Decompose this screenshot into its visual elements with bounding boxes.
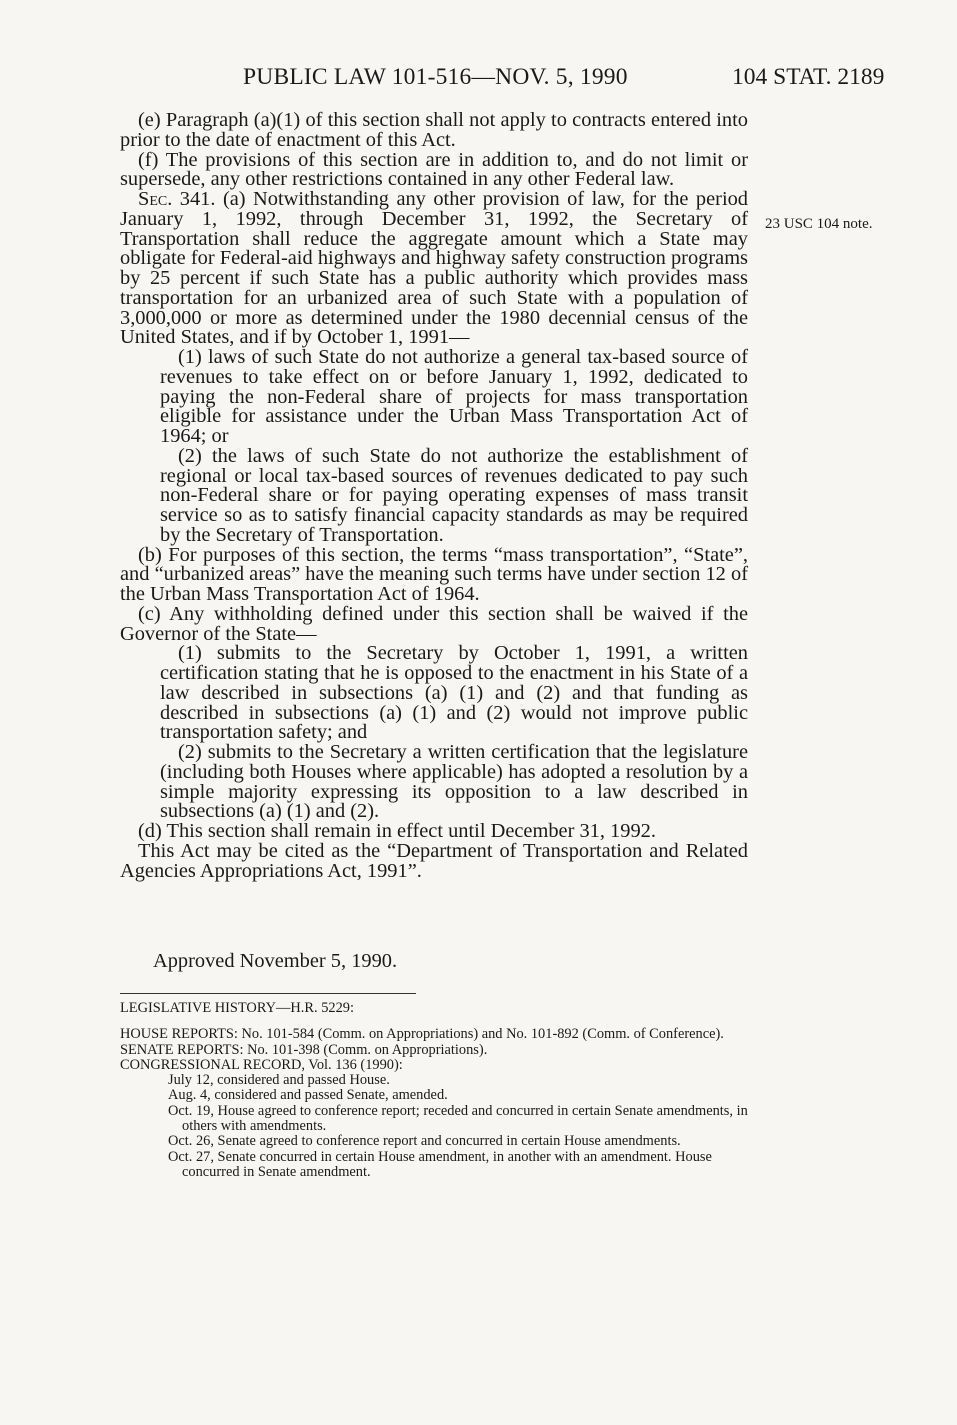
footnote-divider <box>120 993 416 994</box>
history-item: Aug. 4, considered and passed Senate, amended. <box>168 1087 448 1104</box>
house-reports: HOUSE REPORTS: No. 101-584 (Comm. on Appropriations) and No. 101-892 (Comm. of Conference). <box>120 1026 724 1043</box>
margin-citation-note: 23 USC 104 note. <box>765 216 873 232</box>
history-heading: LEGISLATIVE HISTORY—H.R. 5229: <box>120 1000 354 1016</box>
paragraph-b: (b) For purposes of this section, the terms “mass transportation”, “State”, and “urbanized areas” have the meaning such terms have under section 12 of the Urban Mass Transportation Act of 1964. <box>120 543 748 605</box>
paragraph-c: (c) Any withholding defined under this section shall be waived if the Governor of the State— <box>120 602 748 645</box>
section-label: Sec. 341. <box>138 188 216 210</box>
paragraph-d: (d) This section shall remain in effect until December 31, 1992. <box>138 820 656 842</box>
page-header <box>0 64 957 94</box>
paragraph-e: (e) Paragraph (a)(1) of this section shall not apply to contracts entered into prior to the date of enactment of this Act. <box>120 109 748 151</box>
congressional-record: CONGRESSIONAL RECORD, Vol. 136 (1990): <box>120 1056 403 1073</box>
paragraph-f: (f) The provisions of this section are in addition to, and do not limit or supersede, any other restrictions contained in any other Federal law. <box>120 148 748 191</box>
paragraph-c2: (2) submits to the Secretary a written certification that the legislature (including both Houses where applicable) has adopted a resolution by a simple majority expressing its opposition to a law described in subsections (a) (1) and (2). <box>160 741 748 823</box>
approval-date: Approved November 5, 1990. <box>153 950 398 972</box>
section-341-a-text: (a) Notwithstanding any other provision of law, for the period January 1, 1992, through December 31, 1992, the Secretary of Transportation shall reduce the aggregate amount which a State may obligate for Federal-aid highways and highway safety construction programs by 25 percent if such State has a public authority which provides mass transportation for an urbanized area of such State with a population of 3,000,000 or more as determined under the 1980 decennial census of the United States, and if by October 1, 1991— <box>120 188 749 349</box>
history-item: July 12, considered and passed House. <box>168 1072 390 1089</box>
paragraph-a2: (2) the laws of such State do not authorize the establishment of regional or local tax-based sources of revenues dedicated to pay such non-Federal share or for paying operating expenses of mass transit service so as to satisfy financial capacity standards as may be required by the Secretary of Transportation. <box>160 444 748 546</box>
statute-page-number: 104 STAT. 2189 <box>732 64 885 90</box>
paragraph-a1: (1) laws of such State do not authorize a general tax-based source of revenues to take effect on or before January 1, 1992, dedicated to paying the non-Federal share of projects for mass transportation eligible for assistance under the Urban Mass Transportation Act of 1964; or <box>160 346 748 447</box>
paragraph-c1: (1) submits to the Secretary by October 1, 1991, a written certification stating that he is opposed to the enactment in his State of a law described in subsections (a) (1) and (2) and that funding as described in subsections (a) (1) and (2) would not improve public transportation safety; and <box>160 642 748 744</box>
history-item: Oct. 19, House agreed to conference report; receded and concurred in certain Senate amendments, in others with amendments. <box>168 1102 748 1135</box>
senate-reports: SENATE REPORTS: No. 101-398 (Comm. on Appropriations). <box>120 1041 488 1058</box>
short-title-citation: This Act may be cited as the “Department of Transportation and Related Agencies Appropriations Act, 1991”. <box>120 839 748 882</box>
section-341-a <box>120 190 748 348</box>
statute-body <box>120 111 748 881</box>
public-law-title: PUBLIC LAW 101-516—NOV. 5, 1990 <box>243 64 628 90</box>
legislative-history <box>120 1001 748 1180</box>
history-item: Oct. 26, Senate agreed to conference report and concurred in certain House amendments. <box>168 1133 681 1150</box>
history-item: Oct. 27, Senate concurred in certain House amendment, in another with an amendment. House concurred in Senate amendment. <box>168 1148 712 1180</box>
